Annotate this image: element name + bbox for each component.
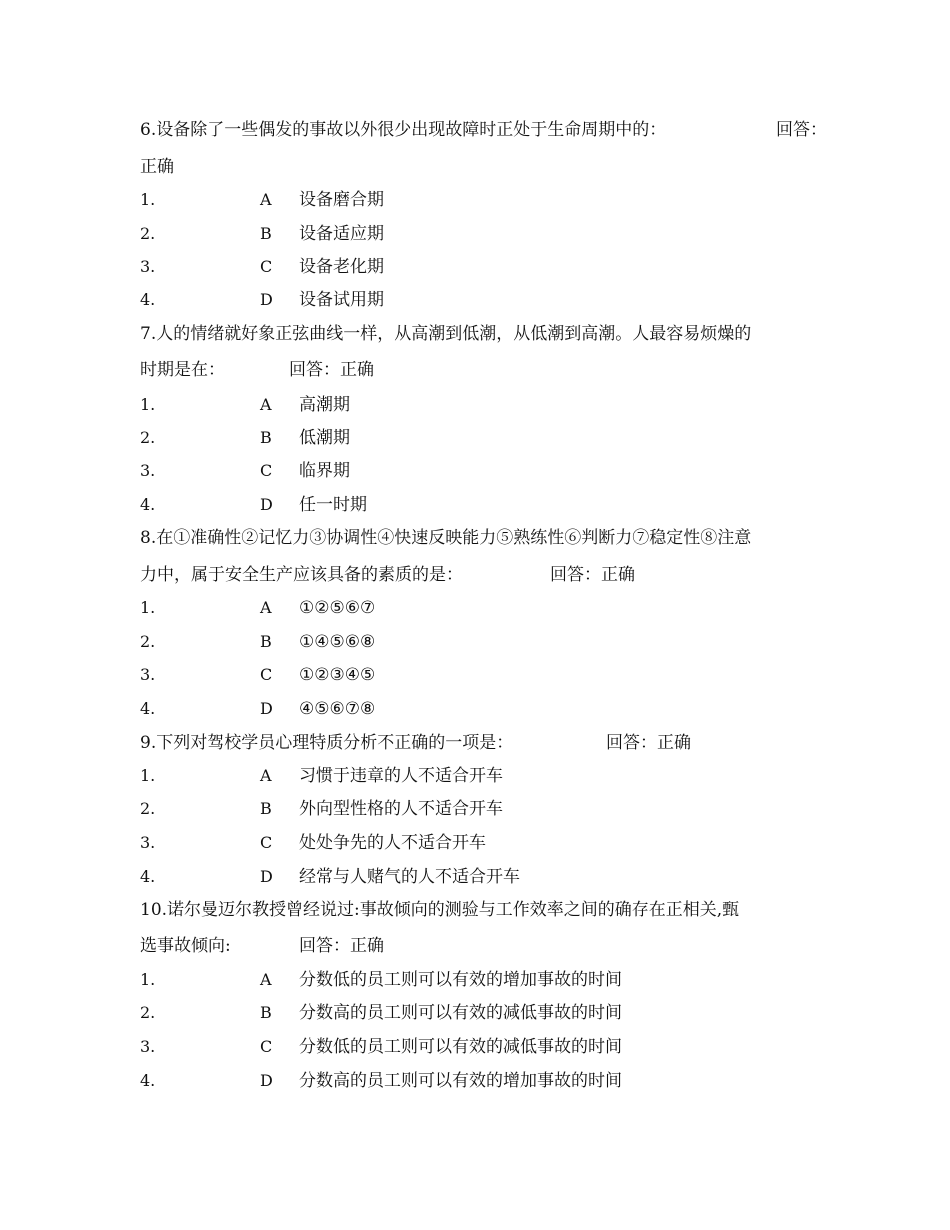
answer-label: 回答：正确: [606, 733, 691, 753]
question-text-cont: 选事故倾向:: [140, 936, 231, 956]
option-number: 1.: [140, 395, 156, 414]
option-text: 分数低的员工则可以有效的增加事故的时间: [299, 970, 622, 990]
option-text: ①④⑤⑥⑧: [299, 632, 376, 652]
option-row: [0, 427, 950, 449]
option-row: [0, 1036, 950, 1058]
option-row: [0, 832, 950, 854]
option-letter: C: [260, 833, 273, 852]
option-number: 1.: [140, 766, 156, 785]
option-letter: C: [260, 665, 273, 684]
option-number: 1.: [140, 598, 156, 617]
option-text: 低潮期: [299, 428, 350, 448]
option-row: [0, 256, 950, 278]
option-letter: C: [260, 461, 273, 480]
option-row: [0, 698, 950, 720]
option-letter: A: [260, 190, 272, 209]
option-row: [0, 394, 950, 416]
option-text: 设备磨合期: [299, 190, 384, 210]
option-number: 4.: [140, 495, 156, 514]
option-number: 3.: [140, 665, 156, 684]
question-text-cont: 时期是在：: [140, 360, 225, 380]
option-text: ①②⑤⑥⑦: [299, 598, 376, 618]
option-letter: D: [260, 290, 273, 309]
option-letter: B: [260, 799, 272, 818]
question-text: 9.下列对驾校学员心理特质分析不正确的一项是：: [140, 733, 514, 753]
option-letter: D: [260, 495, 273, 514]
option-row: [0, 969, 950, 991]
option-number: 4.: [140, 699, 156, 718]
option-letter: B: [260, 1003, 272, 1022]
option-number: 1.: [140, 970, 156, 989]
question-text-cont: 力中，属于安全生产应该具备的素质的是：: [140, 565, 463, 585]
option-text: 分数低的员工则可以有效的减低事故的时间: [299, 1037, 622, 1057]
option-number: 2.: [140, 632, 156, 651]
option-text: 经常与人赌气的人不适合开车: [299, 867, 520, 887]
option-row: [0, 664, 950, 686]
option-row: [0, 494, 950, 516]
question-text: 10.诺尔曼迈尔教授曾经说过:事故倾向的测验与工作效率之间的确存在正相关,甄: [140, 900, 740, 920]
answer-label: 回答：: [776, 120, 827, 140]
option-text: ④⑤⑥⑦⑧: [299, 699, 376, 719]
option-letter: D: [260, 699, 273, 718]
option-row: [0, 1002, 950, 1024]
answer-label: 回答：正确: [550, 565, 635, 585]
option-number: 2.: [140, 1003, 156, 1022]
question-text: 8.在①准确性②记忆力③协调性④快速反映能力⑤熟练性⑥判断力⑦稳定性⑧注意: [140, 528, 752, 548]
option-number: 3.: [140, 833, 156, 852]
option-text: 任一时期: [299, 495, 367, 515]
option-row: [0, 597, 950, 619]
option-number: 2.: [140, 224, 156, 243]
option-number: 4.: [140, 1071, 156, 1090]
option-letter: B: [260, 428, 272, 447]
option-number: 3.: [140, 1037, 156, 1056]
option-text: 设备老化期: [299, 257, 384, 277]
option-row: [0, 765, 950, 787]
option-row: [0, 189, 950, 211]
option-number: 1.: [140, 190, 156, 209]
question-text: 7.人的情绪就好象正弦曲线一样，从高潮到低潮，从低潮到高潮。人最容易烦燥的: [140, 324, 752, 344]
option-text: 处处争先的人不适合开车: [299, 833, 486, 853]
option-row: [0, 866, 950, 888]
option-number: 2.: [140, 428, 156, 447]
option-text: 临界期: [299, 461, 350, 481]
answer-label: 回答：正确: [299, 936, 384, 956]
option-text: 分数高的员工则可以有效的增加事故的时间: [299, 1071, 622, 1091]
option-text: 外向型性格的人不适合开车: [299, 799, 503, 819]
option-number: 4.: [140, 290, 156, 309]
option-number: 3.: [140, 461, 156, 480]
option-letter: A: [260, 766, 272, 785]
option-text: 设备试用期: [299, 290, 384, 310]
option-row: [0, 223, 950, 245]
option-letter: A: [260, 970, 272, 989]
option-row: [0, 631, 950, 653]
answer-value: 正确: [140, 157, 174, 177]
option-number: 2.: [140, 799, 156, 818]
option-number: 4.: [140, 867, 156, 886]
option-letter: A: [260, 598, 272, 617]
answer-label: 回答：正确: [289, 360, 374, 380]
option-letter: B: [260, 632, 272, 651]
option-text: ①②③④⑤: [299, 665, 376, 685]
option-text: 习惯于违章的人不适合开车: [299, 766, 503, 786]
question-text: 6.设备除了一些偶发的事故以外很少出现故障时正处于生命周期中的：: [140, 120, 667, 140]
option-text: 高潮期: [299, 395, 350, 415]
option-number: 3.: [140, 257, 156, 276]
option-text: 设备适应期: [299, 224, 384, 244]
option-letter: D: [260, 867, 273, 886]
option-row: [0, 460, 950, 482]
option-letter: B: [260, 224, 272, 243]
option-letter: C: [260, 1037, 273, 1056]
option-row: [0, 289, 950, 311]
option-letter: A: [260, 395, 272, 414]
option-row: [0, 1070, 950, 1092]
option-row: [0, 798, 950, 820]
option-letter: C: [260, 257, 273, 276]
option-letter: D: [260, 1071, 273, 1090]
option-text: 分数高的员工则可以有效的减低事故的时间: [299, 1003, 622, 1023]
